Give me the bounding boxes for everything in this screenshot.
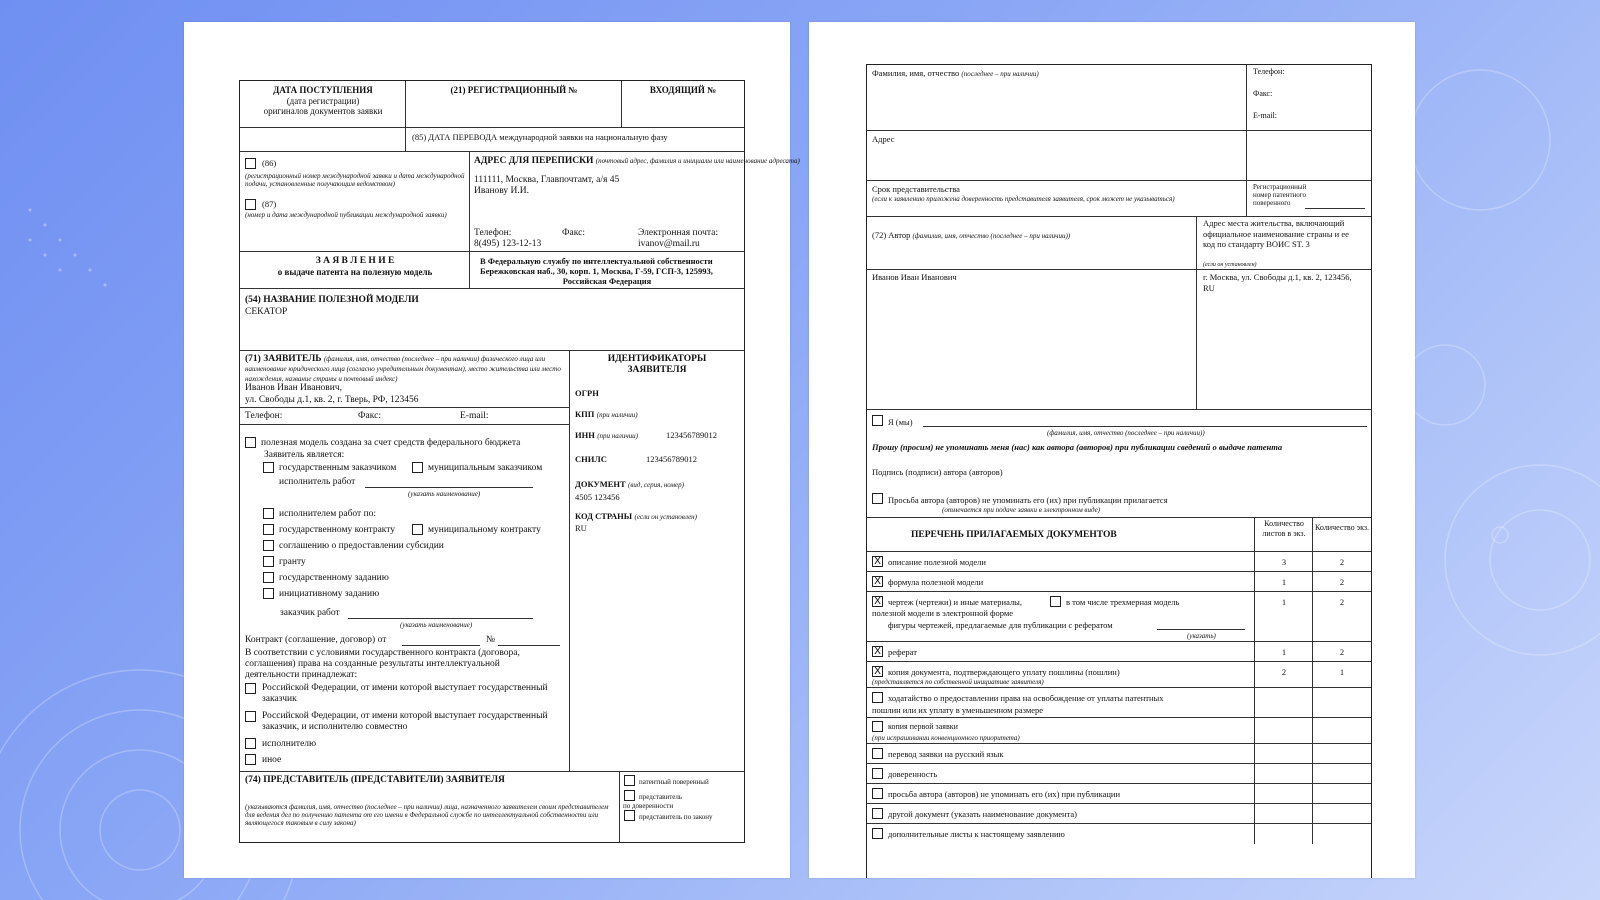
doc-copies-cell	[1313, 718, 1371, 744]
doc-checkbox[interactable]: X	[872, 646, 883, 657]
municipal-contract-label: муниципальному контракту	[428, 525, 541, 535]
rf-joint-line1: Российской Федерации, от имени которой выступает государственный	[262, 711, 548, 721]
field86-code: (86)	[262, 158, 277, 168]
country-code-label: КОД СТРАНЫ	[575, 511, 633, 521]
translation-date-cell	[406, 128, 744, 152]
rf-customer-line1: Российской Федерации, от имени которой выступает государственный	[262, 683, 548, 693]
doc-row	[867, 592, 1255, 642]
doc-label: другой документ (указать наименование документа)	[888, 809, 1077, 819]
state-customer-label: государственным заказчиком	[279, 463, 397, 473]
doc-note: (представляется по собственной инициативе заявителя)	[872, 678, 1044, 686]
incoming-cell	[622, 81, 744, 128]
doc-sheets-cell	[1255, 804, 1313, 824]
field87-code: (87)	[262, 199, 277, 209]
doc-label: просьба автора (авторов) не упоминать его (их) при публикации	[888, 789, 1121, 799]
state-customer-checkbox[interactable]	[263, 462, 274, 473]
specify-note: (указать наименование)	[408, 490, 481, 498]
rf-joint-checkbox[interactable]	[245, 711, 256, 722]
rep-phone-label: Телефон:	[1253, 67, 1285, 76]
i-we-label: Я (мы)	[888, 417, 913, 427]
date-received-sub2: оригиналов документов заявки	[263, 106, 383, 116]
doc-checkbox[interactable]: X	[872, 596, 883, 607]
ogrn-label: ОГРН	[575, 388, 599, 398]
identifiers-section	[570, 351, 744, 771]
rep-fio-cell	[867, 65, 1247, 131]
field86-note: (регистрационный номер международной заявки и дата международной подачи, установленные получающим ведомством)	[245, 172, 465, 188]
doc-checkbox[interactable]: X	[872, 666, 883, 677]
doc-row	[867, 764, 1255, 784]
rep-address-label: Адрес	[872, 134, 895, 144]
doc-sheets-cell	[1255, 744, 1313, 764]
document-label: ДОКУМЕНТ	[575, 479, 626, 489]
phone-value: 8(495) 123-12-13	[474, 239, 542, 249]
kpp-note: (при наличии)	[596, 411, 638, 419]
doc-sheets-cell	[1255, 764, 1313, 784]
doc-row	[867, 552, 1255, 572]
grant-label: гранту	[279, 557, 306, 567]
form-frame	[239, 80, 800, 843]
doc-label: копия документа, подтверждающего уплату пошлины (пошлин)	[888, 667, 1120, 677]
doc-label: описание полезной модели	[888, 557, 986, 567]
model-name-cell	[240, 289, 744, 351]
doc-label-b: в том числе трехмерная модель	[1066, 597, 1180, 607]
rep-fio-note: (последнее – при наличии)	[961, 70, 1039, 78]
applicant-section	[240, 351, 570, 771]
doc-row	[867, 688, 1255, 718]
country-code-value: RU	[575, 523, 587, 533]
request-attached-checkbox[interactable]	[872, 493, 883, 504]
executor-checkbox[interactable]	[263, 508, 274, 519]
budget-label: полезная модель создана за счет средств федерального бюджета	[261, 438, 521, 448]
residence-header-cell	[1197, 217, 1371, 270]
rights-line3: деятельности принадлежат:	[245, 670, 358, 680]
municipal-customer-label: муниципальным заказчиком	[428, 463, 543, 473]
specify-note-2: (указать наименование)	[400, 621, 473, 629]
rf-customer-line2: заказчик	[262, 694, 297, 704]
rf-customer-checkbox[interactable]	[245, 683, 256, 694]
doc-row	[867, 572, 1255, 592]
doc-label: перевод заявки на русский язык	[888, 749, 1004, 759]
doc-note: (указать)	[1187, 632, 1216, 640]
author-label: (72) Автор	[872, 230, 911, 240]
executor-label: исполнителем работ по:	[279, 509, 377, 519]
term-label: Срок представительства	[872, 184, 960, 194]
date-received-sub: (дата регистрации)	[286, 96, 360, 106]
inn-value: 123456789012	[666, 430, 717, 440]
customer-label: заказчик работ	[280, 608, 340, 618]
field86-checkbox[interactable]	[245, 158, 256, 169]
applicant-email-label: E-mail:	[460, 411, 489, 421]
doc-sheets-cell	[1255, 718, 1313, 744]
applicant-title: (71) ЗАЯВИТЕЛЬ	[245, 354, 322, 364]
address-cell	[470, 152, 800, 252]
empty-cell-2	[1247, 131, 1371, 181]
applicant-name: Иванов Иван Иванович,	[245, 383, 343, 393]
doc-sheets: 1	[1281, 577, 1287, 587]
doc-row	[867, 804, 1255, 824]
form-page-1	[184, 22, 800, 878]
doc-checkbox[interactable]	[872, 808, 883, 819]
author-note: (фамилия, имя, отчество (последнее – при наличии))	[912, 232, 1071, 240]
model-name-title: (54) НАЗВАНИЕ ПОЛЕЗНОЙ МОДЕЛИ	[245, 295, 419, 305]
representative-section	[240, 771, 620, 842]
residence-label: Адрес места жительства, включающий официальное наименование страны и ее код по стандарту ВОИС ST. 3	[1203, 218, 1349, 249]
other-checkbox[interactable]	[245, 754, 256, 765]
doc-sheets-cell	[1255, 784, 1313, 804]
empty-cell	[240, 128, 406, 152]
applicant-address: ул. Свободы д.1, кв. 2, г. Тверь, РФ, 123456	[245, 395, 419, 405]
3d-model-checkbox[interactable]	[1050, 596, 1061, 607]
form-frame-2	[866, 64, 1372, 878]
doc-checkbox[interactable]	[872, 828, 883, 839]
to-executor-checkbox[interactable]	[245, 738, 256, 749]
doc-sheets: 1	[1281, 647, 1287, 657]
col-sheets-label: Количество листов в экз.	[1262, 519, 1306, 538]
inn-label: ИНН	[575, 430, 595, 440]
attorney-number-cell	[1247, 181, 1371, 217]
reg-number-label: (21) РЕГИСТРАЦИОННЫЙ №	[450, 85, 578, 95]
rf-joint-line2: заказчик, и исполнителю совместно	[262, 722, 408, 732]
request-attached-label: Просьба автора (авторов) не упоминать его (их) при публикации прилагается	[888, 495, 1168, 505]
representative-options	[620, 771, 744, 842]
doc-copies: 2	[1339, 577, 1345, 587]
doc-row	[867, 784, 1255, 804]
doc-checkbox[interactable]: X	[872, 576, 883, 587]
term-cell	[867, 181, 1247, 217]
proxy-label-2: по доверенности	[623, 802, 674, 810]
doc-label: реферат	[888, 647, 917, 657]
email-value: ivanov@mail.ru	[638, 239, 700, 249]
municipal-customer-checkbox[interactable]	[412, 462, 423, 473]
docs-title: ПЕРЕЧЕНЬ ПРИЛАГАЕМЫХ ДОКУМЕНТОВ	[911, 530, 1117, 540]
identifiers-title: ИДЕНТИФИКАТОРЫ ЗАЯВИТЕЛЯ	[607, 354, 707, 375]
patent-attorney-label: патентный поверенный	[639, 778, 709, 786]
i-we-checkbox[interactable]	[872, 415, 883, 426]
email-label: Электронная почта:	[638, 228, 718, 238]
legal-rep-label: представитель по закону	[639, 813, 713, 821]
doc-row	[867, 642, 1255, 662]
request-attached-note: (отмечается при подаче заявки в электронном виде)	[942, 506, 1101, 514]
col-copies-label: Количество экз.	[1314, 523, 1370, 532]
model-name-value: СЕКАТОР	[245, 307, 288, 317]
doc-label: копия первой заявки	[888, 722, 958, 731]
translation-date-label: (85) ДАТА ПЕРЕВОДА международной заявки на национальную фазу	[412, 132, 668, 142]
snils-label: СНИЛС	[575, 454, 607, 464]
statement-cell	[240, 252, 470, 289]
municipal-contract-checkbox[interactable]	[412, 524, 423, 535]
doc-sheets: 3	[1281, 557, 1287, 567]
form-page-2	[809, 22, 1415, 878]
doc-row	[867, 662, 1255, 688]
rights-line1: В соответствии с условиями государственного контракта (договора,	[245, 648, 520, 658]
initiative-checkbox[interactable]	[263, 588, 274, 599]
state-task-checkbox[interactable]	[263, 572, 274, 583]
grant-checkbox[interactable]	[263, 556, 274, 567]
rep-address-cell	[867, 131, 1247, 181]
doc-label-2: полезной модели в электронной форме	[872, 608, 1014, 618]
doc-label-2: пошлин или их уплату в уменьшенном размере	[872, 705, 1044, 715]
incoming-label: ВХОДЯЩИЙ №	[649, 85, 717, 95]
doc-checkbox[interactable]	[872, 768, 883, 779]
snils-value: 123456789012	[646, 454, 697, 464]
contract-from-label: Контракт (соглашение, договор) от	[245, 635, 387, 645]
request-text: Прошу (просим) не упоминать меня (нас) как автора (авторов) при публикации сведений о выдаче патента	[872, 442, 1283, 452]
author-name-value: Иванов Иван Иванович	[872, 272, 957, 282]
doc-row	[867, 744, 1255, 764]
country-code-note: (если он установлен)	[634, 513, 697, 521]
representative-title: (74) ПРЕДСТАВИТЕЛЬ (ПРЕДСТАВИТЕЛИ) ЗАЯВИТЕЛЯ	[245, 775, 505, 785]
address-title: АДРЕС ДЛЯ ПЕРЕПИСКИ	[474, 156, 594, 166]
doc-checkbox[interactable]	[872, 748, 883, 759]
fax-label: Факс:	[562, 228, 585, 238]
author-header-cell	[867, 217, 1197, 270]
rep-fax-label: Факс:	[1253, 89, 1273, 98]
term-note: (если к заявлению приложена доверенность представителя заявителя, срок может не указываться)	[872, 195, 1175, 203]
international-cell	[240, 152, 470, 252]
documents-table	[867, 517, 1371, 879]
proxy-label: представитель	[639, 793, 683, 801]
residence-note: (если он установлен)	[1203, 262, 1257, 268]
doc-sheets: 1	[1281, 597, 1287, 607]
inn-note: (при наличии)	[597, 432, 638, 440]
subsidy-checkbox[interactable]	[263, 540, 274, 551]
doc-copies: 1	[1339, 667, 1345, 677]
document-value: 4505 123456	[575, 492, 620, 502]
doc-copies-cell	[1313, 784, 1371, 804]
state-task-label: государственному заданию	[279, 573, 389, 583]
doc-checkbox[interactable]: X	[872, 556, 883, 567]
to-executor-label: исполнителю	[262, 739, 317, 749]
document-note: (вид, серия, номер)	[628, 481, 684, 489]
doc-checkbox[interactable]	[872, 788, 883, 799]
statement-subtitle: о выдаче патента на полезную модель	[277, 267, 433, 277]
docs-title-cell	[867, 518, 1255, 552]
doc-checkbox[interactable]	[872, 692, 883, 703]
applicant-fax-label: Факс:	[358, 411, 381, 421]
attorney-number-label: Регистрационный номер патентного поверенного	[1253, 183, 1307, 207]
address-line1: 111111, Москва, Главпочтамт, а/я 45	[474, 175, 620, 185]
doc-label: формула полезной модели	[888, 577, 984, 587]
doc-row	[867, 718, 1255, 744]
doc-row	[867, 824, 1255, 844]
kpp-label: КПП	[575, 409, 595, 419]
doc-copies-cell	[1313, 804, 1371, 824]
col-sheets-header	[1255, 518, 1313, 552]
address-line2: Иванову И.И.	[474, 186, 530, 196]
address-note: (почтовый адрес, фамилия и инициалы или наименование адресата)	[595, 157, 800, 165]
doc-label: ходатайство о предоставлении права на освобождение от уплаты патентных	[888, 693, 1164, 703]
budget-checkbox[interactable]	[245, 437, 256, 448]
i-we-note: (фамилия, имя, отчество (последнее – при наличии))	[1047, 429, 1205, 437]
rep-fio-label: Фамилия, имя, отчество	[872, 68, 960, 78]
state-contract-checkbox[interactable]	[263, 524, 274, 535]
signature-label: Подпись (подписи) автора (авторов)	[872, 467, 1003, 477]
state-contract-label: государственному контракту	[279, 525, 396, 535]
rep-contacts-cell	[1247, 65, 1371, 131]
statement-title: З А Я В Л Е Н И Е	[315, 256, 395, 266]
applicant-is-label: Заявитель является:	[264, 450, 345, 460]
doc-copies: 2	[1339, 647, 1345, 657]
subsidy-label: соглашению о предоставлении субсидии	[279, 541, 444, 551]
rep-email-label: E-mail:	[1253, 111, 1277, 120]
doc-copies-cell	[1313, 744, 1371, 764]
doc-label: чертеж (чертежи) и иные материалы,	[888, 597, 1023, 607]
contract-no-label: №	[486, 635, 496, 645]
doc-copies: 2	[1339, 557, 1345, 567]
col-copies-header	[1313, 518, 1371, 552]
legal-rep-checkbox[interactable]	[624, 810, 635, 821]
phone-label: Телефон:	[474, 228, 512, 238]
recipient-line1: В Федеральную службу по интеллектуальной собственности	[480, 256, 713, 266]
doc-checkbox[interactable]	[872, 721, 883, 732]
doc-copies-cell	[1313, 764, 1371, 784]
doc-copies: 2	[1339, 597, 1345, 607]
field87-note: (номер и дата международной публикации международной заявки)	[245, 211, 447, 219]
author-name-cell	[867, 270, 1197, 410]
doc-note: (при испрашивании конвенционного приоритета)	[872, 734, 1020, 742]
doc-sheets: 2	[1281, 667, 1287, 677]
rights-line2: соглашения) права на созданные результаты интеллектуальной	[245, 659, 500, 669]
recipient-cell	[470, 252, 744, 289]
doc-copies-cell	[1313, 688, 1371, 718]
patent-attorney-checkbox[interactable]	[624, 775, 635, 786]
contractor-label: исполнитель работ	[279, 477, 356, 487]
author-address-value: г. Москва, ул. Свободы д.1, кв. 2, 123456, RU	[1203, 272, 1352, 293]
doc-label: дополнительные листы к настоящему заявлению	[888, 829, 1065, 839]
applicant-note: (фамилия, имя, отчество (последнее – при наличии) физического лица или наименование юридического лица (согласно учредительным документам), место жительства или место нахождения, название страны и почтовый индекс)	[245, 355, 561, 383]
date-received-cell	[240, 81, 406, 128]
doc-sheets-cell	[1255, 688, 1313, 718]
recipient-line3: Российская Федерация	[562, 276, 652, 286]
initiative-label: инициативному заданию	[279, 589, 380, 599]
representative-note: (указываются фамилия, имя, отчество (последнее – при наличии) лица, назначенного заявителем своим представителем для ведения дел по получению патента от его имени в Федеральной службе по интеллектуальной собственности или являющегося таковым в силу закона)	[245, 803, 609, 827]
other-label: иное	[262, 755, 282, 765]
proxy-checkbox[interactable]	[624, 790, 635, 801]
applicant-phone-label: Телефон:	[245, 411, 283, 421]
doc-sheets-cell	[1255, 824, 1313, 844]
doc-label: доверенность	[888, 769, 938, 779]
recipient-line2: Бережковская наб., 30, корп. 1, Москва, Г-59, ГСП-3, 125993,	[480, 266, 713, 276]
field87-checkbox[interactable]	[245, 199, 256, 210]
reg-number-cell	[406, 81, 622, 128]
author-address-cell	[1197, 270, 1371, 410]
doc-label-3: фигуры чертежей, предлагаемые для публикации с рефератом	[888, 620, 1113, 630]
date-received-title: ДАТА ПОСТУПЛЕНИЯ	[273, 85, 373, 95]
